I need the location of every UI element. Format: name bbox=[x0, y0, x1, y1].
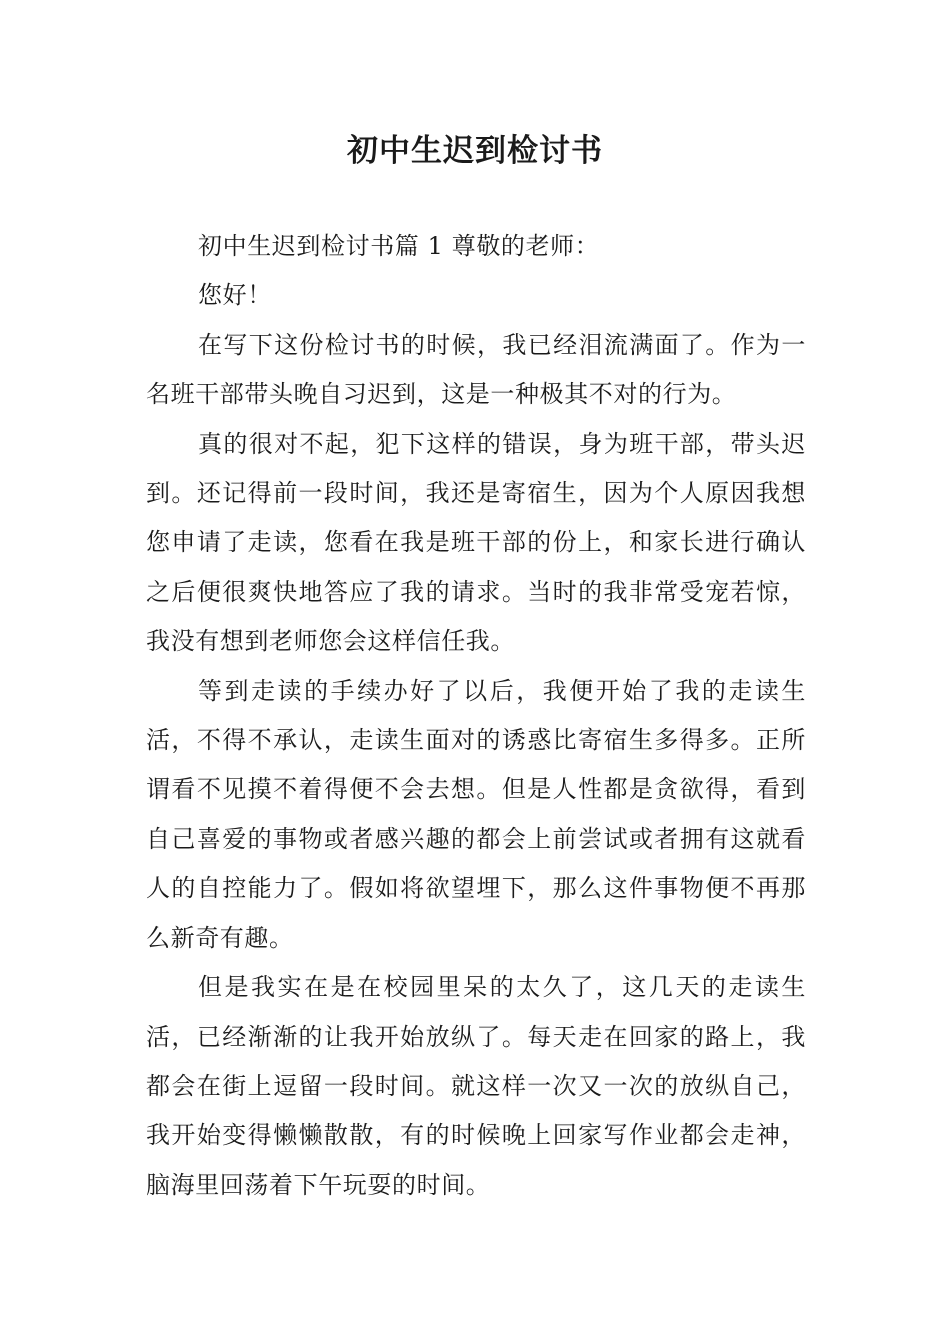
document-body bbox=[146, 222, 806, 1210]
paragraph-greeting: 您好！ bbox=[198, 281, 272, 310]
paragraph-1: 在写下这份检讨书的时候，我已经泪流满面了。作为一名班干部带头晚自习迟到，这是一种极其不对的行为。 bbox=[146, 330, 806, 409]
paragraph-3: 等到走读的手续办好了以后，我便开始了我的走读生活，不得不承认，走读生面对的诱惑比寄宿生多得多。正所谓看不见摸不着得便不会去想。但是人性都是贪欲得，看到自己喜爱的事物或者感兴趣的都会上前尝试或者拥有这就看人的自控能力了。假如将欲望埋下，那么这件事物便不再那么新奇有趣。 bbox=[146, 676, 806, 952]
paragraph-heading-line: 初中生迟到检讨书篇 1 尊敬的老师： bbox=[198, 232, 600, 260]
document-title: 初中生迟到检讨书 bbox=[347, 133, 603, 169]
paragraph-2: 真的很对不起，犯下这样的错误，身为班干部，带头迟到。还记得前一段时间，我还是寄宿生，因为个人原因我想您申请了走读，您看在我是班干部的份上，和家长进行确认之后便很爽快地答应了我的请求。当时的我非常受宠若惊，我没有想到老师您会这样信任我。 bbox=[146, 429, 806, 656]
paragraph-4: 但是我实在是在校园里呆的太久了，这几天的走读生活，已经渐渐的让我开始放纵了。每天走在回家的路上，我都会在街上逗留一段时间。就这样一次又一次的放纵自己，我开始变得懒懒散散，有的时候晚上回家写作业都会走神，脑海里回荡着下午玩耍的时间。 bbox=[146, 973, 806, 1199]
